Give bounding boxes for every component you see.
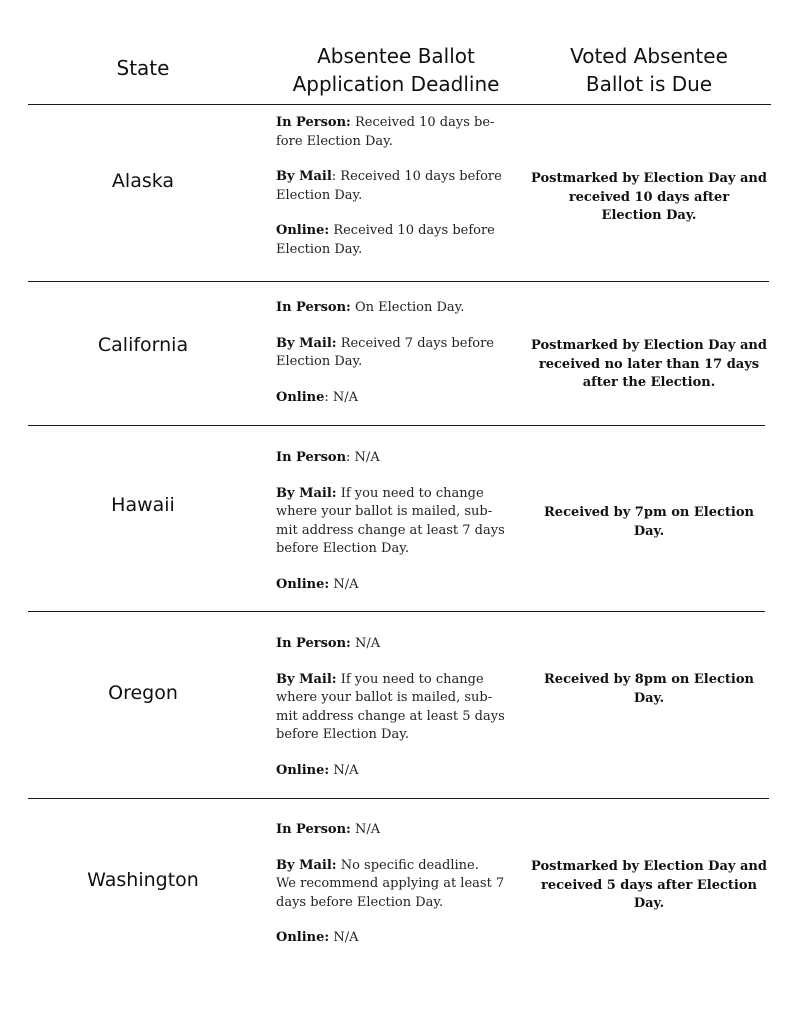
in-person-line (276, 821, 516, 840)
in-person-text: Received 10 days be- (350, 115, 495, 130)
due-line: received 5 days after Election (541, 877, 757, 893)
state-name: Oregon (108, 682, 178, 704)
header-ballot-due (530, 42, 768, 98)
ballot-due (530, 858, 768, 914)
state-name: Alaska (111, 170, 175, 192)
online-label: Online: (276, 930, 330, 945)
online-line (276, 762, 516, 781)
online-text: Received 10 days before (329, 223, 495, 238)
online-text: N/A (329, 762, 359, 778)
in-person-line (276, 449, 516, 468)
by-mail-label: By Mail (276, 169, 332, 184)
in-person-text: : N/A (346, 450, 380, 465)
row-divider (28, 798, 769, 799)
state-name: Washington (87, 869, 199, 891)
in-person-label: In Person: (276, 636, 351, 651)
by-mail-text-cont: before Election Day. (276, 727, 409, 742)
online-line (276, 389, 516, 408)
by-mail-text-cont: where your ballot is mailed, sub- (276, 504, 493, 519)
due-line: Received by 7pm on Election (544, 505, 754, 520)
due-line: Day. (633, 523, 665, 539)
by-mail-text-cont: Election Day. (276, 354, 363, 369)
due-line: received no later than 17 days (538, 356, 760, 372)
application-deadlines (276, 114, 516, 259)
in-person-text: On Election Day. (350, 300, 465, 315)
header-state-label: State (116, 56, 170, 80)
in-person-label: In Person: (276, 300, 351, 315)
online-label: Online: (276, 223, 330, 238)
by-mail-text-cont: Election Day. (276, 187, 363, 203)
due-line: Day. (633, 690, 665, 706)
header-state (28, 54, 258, 82)
row-divider (28, 611, 765, 612)
online-text: : N/A (324, 389, 359, 405)
online-label: Online: (276, 576, 330, 592)
by-mail-text: If you need to change (336, 671, 484, 687)
by-mail-text-cont: days before Election Day. (276, 894, 444, 910)
due-line: received 10 days after (568, 189, 730, 205)
by-mail-line (276, 168, 516, 187)
due-line: Received by 8pm on Election (544, 672, 754, 687)
by-mail-text-cont: before Election Day. (276, 541, 409, 556)
ballot-due (530, 170, 768, 226)
due-line: Day. (633, 896, 665, 911)
application-deadlines (276, 635, 516, 780)
online-label: Online (276, 389, 325, 405)
state-name: California (97, 334, 189, 356)
by-mail-line (276, 485, 516, 504)
online-text: N/A (329, 930, 359, 945)
online-text: N/A (329, 576, 359, 592)
by-mail-text: If you need to change (336, 485, 484, 501)
online-line (276, 929, 516, 948)
header-divider (28, 104, 771, 105)
in-person-text: N/A (350, 636, 381, 651)
header-application-line2: Application Deadline (292, 72, 500, 96)
by-mail-text-cont: We recommend applying at least 7 (276, 876, 505, 891)
application-deadlines (276, 299, 516, 407)
online-label: Online: (276, 762, 330, 778)
online-line (276, 576, 516, 595)
in-person-text-cont: fore Election Day. (276, 133, 393, 149)
header-application-deadline (262, 42, 530, 98)
ballot-due (530, 337, 768, 393)
due-line: Postmarked by Election Day and (531, 859, 767, 874)
header-due-line2: Ballot is Due (585, 72, 713, 96)
header-application-line1: Absentee Ballot (317, 44, 475, 68)
by-mail-line (276, 857, 516, 876)
header-due-line1: Voted Absentee (570, 44, 728, 68)
by-mail-label: By Mail: (276, 671, 337, 687)
application-deadlines (276, 449, 516, 594)
ballot-due (530, 671, 768, 708)
by-mail-label: By Mail: (276, 857, 337, 873)
by-mail-text-cont: mit address change at least 5 days (276, 708, 505, 724)
state-name: Hawaii (111, 494, 175, 516)
by-mail-text: Received 7 days before (336, 335, 494, 351)
due-line: Postmarked by Election Day and (531, 171, 767, 186)
by-mail-label: By Mail: (276, 485, 337, 501)
in-person-label: In Person: (276, 822, 351, 837)
by-mail-line (276, 671, 516, 690)
by-mail-line (276, 335, 516, 354)
row-divider (28, 281, 769, 282)
ballot-due (530, 504, 768, 541)
by-mail-text-cont: mit address change at least 7 days (276, 522, 505, 538)
by-mail-label: By Mail: (276, 335, 337, 351)
in-person-label: In Person: (276, 115, 351, 130)
application-deadlines (276, 821, 516, 948)
by-mail-text: No specific deadline. (336, 857, 479, 873)
by-mail-text-cont: where your ballot is mailed, sub- (276, 690, 493, 705)
in-person-text: N/A (350, 822, 381, 837)
due-line: after the Election. (582, 375, 716, 390)
row-divider (28, 425, 765, 426)
in-person-line (276, 635, 516, 654)
in-person-label: In Person (276, 450, 347, 465)
in-person-line (276, 114, 516, 133)
by-mail-text: : Received 10 days before (331, 169, 502, 184)
online-text-cont: Election Day. (276, 241, 363, 257)
due-line: Election Day. (601, 208, 697, 223)
online-line (276, 222, 516, 241)
in-person-line (276, 299, 516, 318)
due-line: Postmarked by Election Day and (531, 338, 767, 353)
